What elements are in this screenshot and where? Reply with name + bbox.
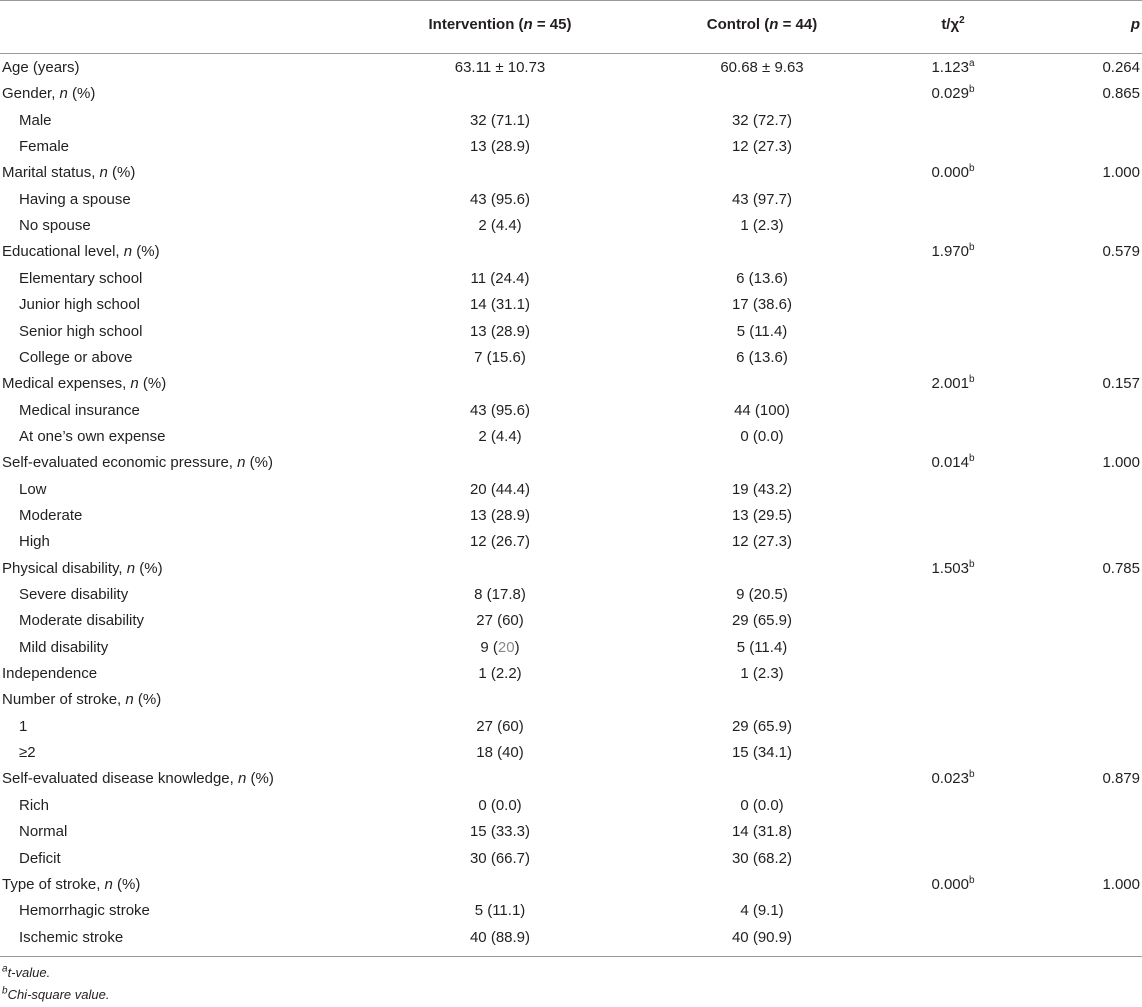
row-label: Physical disability, n (%) [2,559,163,577]
stat-value: 0.029$^b$ [931,84,975,103]
row-label: Ischemic stroke [19,928,124,946]
row-label: Senior high school [19,322,143,340]
row-label: Deficit [19,849,61,867]
table-row [0,319,1142,345]
intervention-value: 1 (2.2) [478,665,522,683]
table-row [0,239,1142,265]
row-label: Hemorrhagic stroke [19,902,150,920]
control-value: 60.68 ± 9.63 [720,59,804,76]
row-label: Independence [2,665,98,683]
control-value: 0 (0.0) [740,427,784,445]
control-value: 1 (2.3) [740,217,784,235]
table-row [0,846,1142,872]
stat-value: 0.014$^b$ [931,453,975,472]
intervention-value: 18 (40) [476,744,524,762]
table-row [0,582,1142,608]
control-value: 14 (31.8) [731,823,793,841]
intervention-value: 13 (28.9) [469,138,531,156]
intervention-value: 9 (20) [480,638,520,656]
intervention-value: 0 (0.0) [478,796,522,814]
row-label: Number of stroke, n (%) [2,691,162,709]
row-label: Male [19,111,52,129]
p-value: 0.879 [1102,770,1140,788]
row-label: Age (years) [2,59,80,76]
intervention-value: 13 (28.9) [469,322,531,340]
control-value: 12 (27.3) [731,138,793,156]
p-value: 0.785 [1102,559,1140,577]
control-value: 12 (27.3) [731,533,793,551]
p-value: 0.157 [1102,375,1140,393]
intervention-value: 7 (15.6) [474,348,526,366]
table-row [0,714,1142,740]
intervention-value: 27 (60) [476,717,524,735]
row-label: Self-evaluated disease knowledge, n (%) [2,770,274,788]
control-value: 19 (43.2) [731,480,793,498]
table-row [0,925,1142,951]
row-label: High [19,533,50,551]
control-value: 13 (29.5) [731,506,793,524]
stat-value: 1.123$^a$ [931,58,975,76]
table-row [0,213,1142,239]
intervention-value: 63.11 ± 10.73 [454,59,546,76]
footnotes [2,962,109,1006]
stat-value: 0.000$^b$ [931,163,975,182]
p-value: 0.264 [1102,59,1140,76]
table-row [0,450,1142,476]
table-row [0,187,1142,213]
row-label: Moderate disability [19,612,145,630]
row-label: Medical insurance [19,401,140,419]
intervention-value: 13 (28.9) [469,506,531,524]
stat-value: 1.503$^b$ [931,558,975,577]
intervention-value: 11 (24.4) [470,269,530,287]
intervention-value: 12 (26.7) [469,533,531,551]
row-label: Gender, n (%) [2,85,96,103]
top-rule [0,0,1142,1]
control-value: 6 (13.6) [736,269,788,287]
control-value: 40 (90.9) [731,928,793,946]
row-label: Junior high school [19,296,140,314]
footnote-b: $^b$Chi-square value. [2,985,110,1002]
row-label: Severe disability [19,586,129,603]
table-row [0,687,1142,713]
row-label: At one’s own expense [19,427,166,445]
table-row [0,55,1142,81]
table-row [0,134,1142,160]
table-row [0,608,1142,634]
table-row [0,556,1142,582]
row-label: Type of stroke, n (%) [2,875,141,893]
table-row [0,292,1142,318]
control-value: 17 (38.6) [731,296,793,314]
control-value: 29 (65.9) [731,612,793,630]
table-row [0,898,1142,924]
p-value: 1.000 [1102,454,1140,472]
row-label: Low [19,480,47,498]
intervention-value: 14 (31.1) [469,296,531,314]
control-value: 1 (2.3) [740,665,784,683]
intervention-value: 30 (66.7) [469,849,531,867]
table-row [0,108,1142,134]
stat-value: 2.001$^b$ [931,374,975,393]
intervention-value: 2 (4.4) [478,217,522,235]
table-row [0,477,1142,503]
header-intervention: Intervention (n = 45) [428,16,572,33]
p-value: 0.865 [1102,85,1140,103]
control-value: 44 (100) [734,401,790,419]
header-rule [0,53,1142,54]
footnote-a: $^a$t-value. [2,963,51,980]
control-value: 29 (65.9) [731,717,793,735]
bottom-rule [0,956,1142,957]
intervention-value: 8 (17.8) [474,586,526,603]
row-label: Rich [19,796,50,814]
header-stat: $t/\chi^2$ [941,15,965,33]
table-row [0,81,1142,107]
header-p: p [1130,16,1140,33]
intervention-value: 5 (11.1) [474,902,526,920]
table-row [0,635,1142,661]
control-value: 5 (11.4) [736,638,788,656]
p-value: 1.000 [1102,875,1140,893]
intervention-value: 40 (88.9) [469,928,531,946]
stat-value: 0.000$^b$ [931,874,975,893]
row-label: ≥2 [19,744,36,762]
intervention-value: 43 (95.6) [469,401,531,419]
header-control: Control (n = 44) [706,16,818,33]
intervention-value: 20 (44.4) [469,480,531,498]
row-label: Self-evaluated economic pressure, n (%) [2,454,273,472]
intervention-value: 2 (4.4) [478,427,522,445]
row-label: Marital status, n (%) [2,164,136,182]
table-row [0,872,1142,898]
row-label: Mild disability [19,638,109,656]
stat-value: 1.970$^b$ [931,242,975,261]
row-label: 1 [19,717,28,735]
row-label: Medical expenses, n (%) [2,375,167,393]
table-row [0,160,1142,186]
row-label: Having a spouse [19,190,131,208]
table-row [0,503,1142,529]
control-value: 15 (34.1) [731,744,793,762]
control-value: 5 (11.4) [736,322,788,340]
table-row [0,424,1142,450]
table-row [0,661,1142,687]
table-row [0,766,1142,792]
row-label: No spouse [19,217,91,235]
control-value: 6 (13.6) [736,348,788,366]
table-row [0,345,1142,371]
intervention-value: 15 (33.3) [469,823,531,841]
row-label: Female [19,138,70,156]
table-row [0,398,1142,424]
p-value: 0.579 [1102,243,1140,261]
control-value: 4 (9.1) [740,902,784,920]
row-label: Normal [19,823,68,841]
stat-value: 0.023$^b$ [931,769,975,788]
intervention-value: 43 (95.6) [469,190,531,208]
row-label: College or above [19,348,133,366]
control-value: 32 (72.7) [731,111,793,129]
intervention-value: 32 (71.1) [469,111,531,129]
row-label: Elementary school [19,269,143,287]
table-row [0,793,1142,819]
control-value: 43 (97.7) [731,190,793,208]
table-header [0,0,1142,53]
control-value: 0 (0.0) [740,796,784,814]
row-label: Moderate [19,506,83,524]
control-value: 30 (68.2) [731,849,793,867]
table-row [0,740,1142,766]
table-row [0,819,1142,845]
row-label: Educational level, n (%) [2,243,160,261]
intervention-value: 27 (60) [476,612,524,630]
control-value: 9 (20.5) [736,586,788,603]
table-row [0,266,1142,292]
p-value: 1.000 [1102,164,1140,182]
table-row [0,371,1142,397]
table-row [0,529,1142,555]
